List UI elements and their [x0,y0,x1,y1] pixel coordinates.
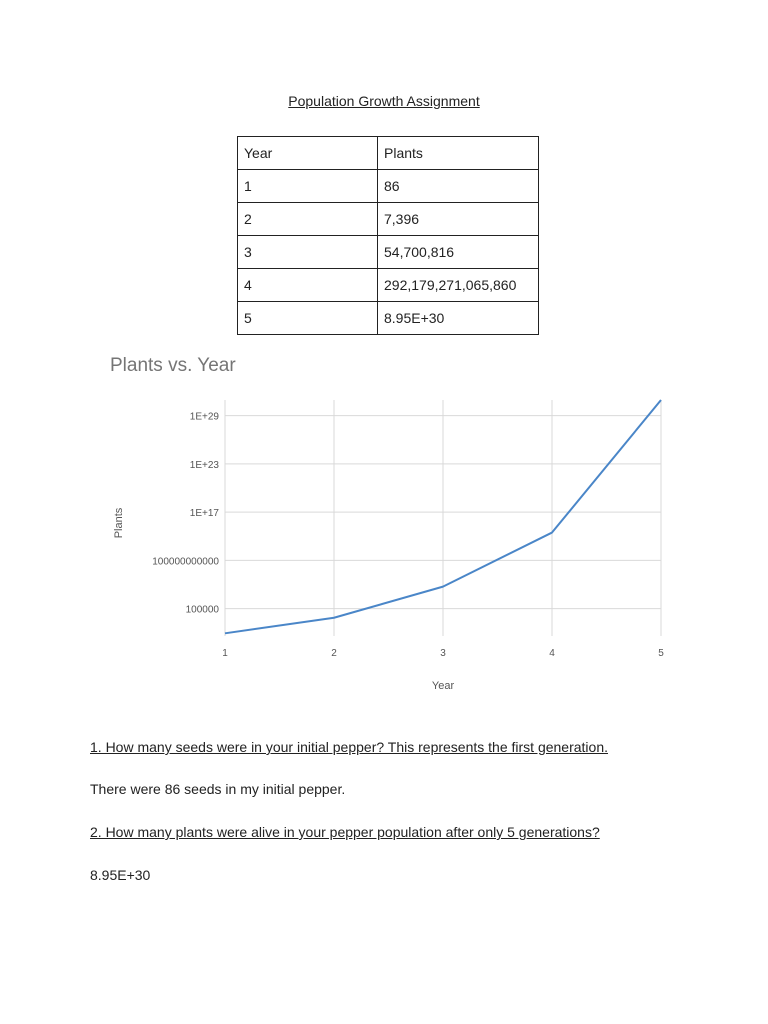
table-row [238,302,539,335]
document-title: Population Growth Assignment [288,93,480,109]
x-tick-label: 4 [549,648,555,659]
plants-cell: 86 [378,170,539,203]
plants-cell: 54,700,816 [378,236,539,269]
answer-1: There were 86 seeds in my initial pepper. [90,781,346,797]
answer-2: 8.95E+30 [90,867,151,883]
table-row [238,236,539,269]
chart-title: Plants vs. Year [110,355,236,376]
table-row [238,170,539,203]
table-row [238,269,539,302]
table-row [238,203,539,236]
y-tick-label: 1E+17 [189,508,219,520]
y-tick-label: 100000000000 [152,556,219,568]
x-tick-label: 1 [222,648,228,659]
y-axis-title: Plants [113,507,125,539]
header-cell-year: Year [238,137,378,170]
plants-cell: 292,179,271,065,860 [378,269,539,302]
x-tick-label: 2 [331,648,337,659]
year-cell: 1 [238,170,378,203]
year-cell: 4 [238,269,378,302]
y-tick-label: 100000 [185,604,219,616]
plants-cell: 7,396 [378,203,539,236]
y-tick-label: 1E+23 [189,459,219,471]
year-cell: 5 [238,302,378,335]
x-tick-label: 3 [440,648,446,659]
y-tick-label: 1E+29 [189,411,219,423]
question-2: 2. How many plants were alive in your pepper population after only 5 generations? [90,824,600,840]
table-header-row [238,137,539,170]
x-tick-label: 5 [658,648,664,659]
header-cell-plants: Plants [378,137,539,170]
data-table [237,136,539,335]
year-cell: 3 [238,236,378,269]
year-cell: 2 [238,203,378,236]
line-chart [90,380,690,700]
plants-cell: 8.95E+30 [378,302,539,335]
question-1: 1. How many seeds were in your initial pepper? This represents the first generation. [90,739,609,755]
x-axis-title: Year [431,680,455,692]
